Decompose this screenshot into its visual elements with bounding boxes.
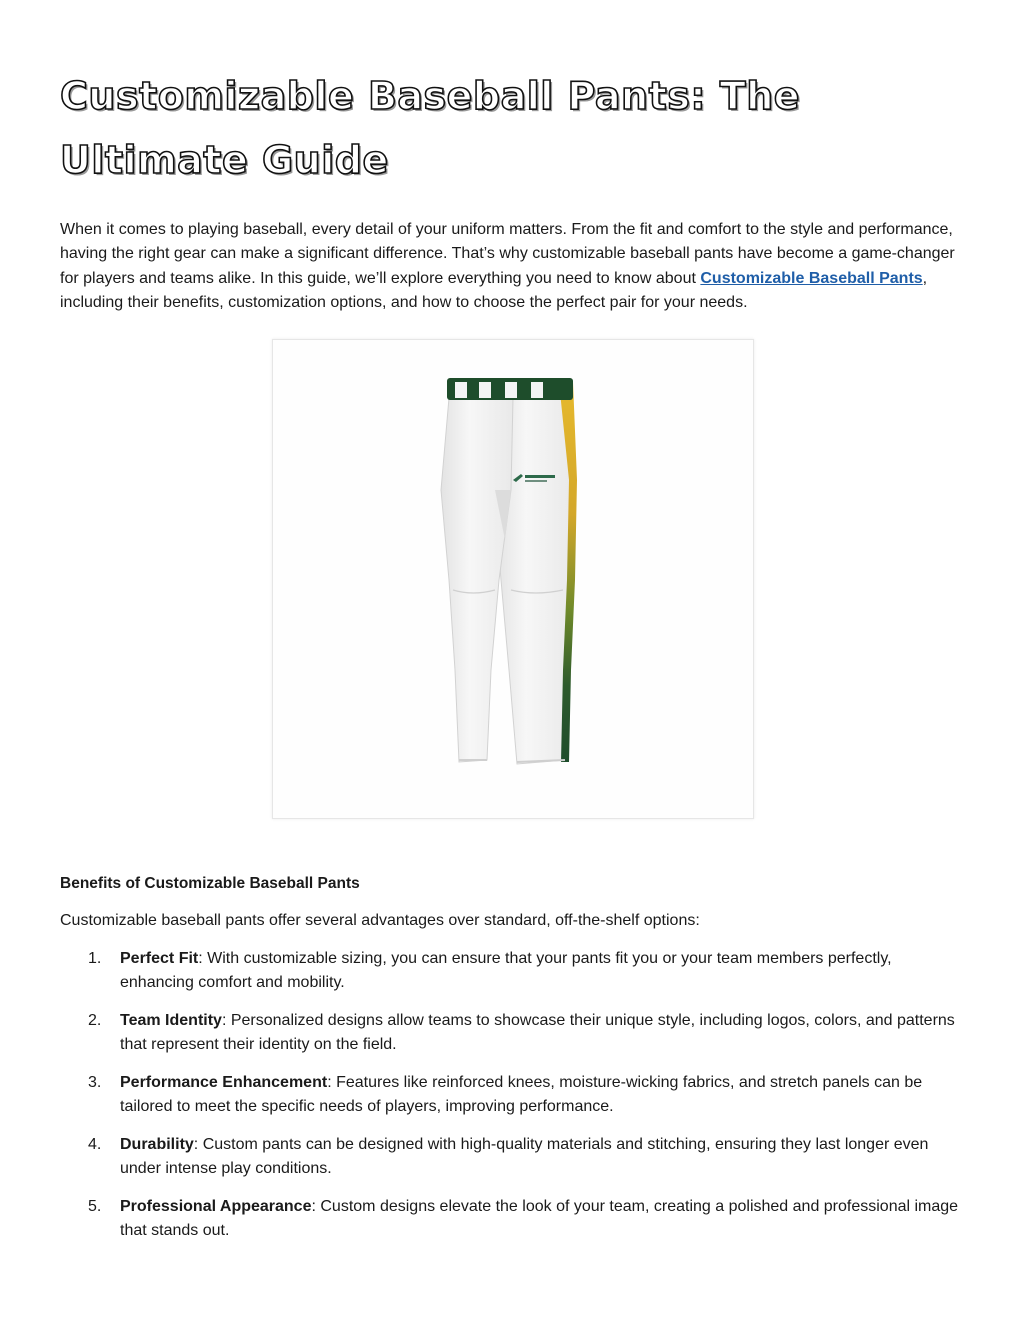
benefit-term: Team Identity bbox=[120, 1011, 222, 1029]
section-heading: Benefits of Customizable Baseball Pants bbox=[60, 875, 360, 892]
benefit-text: : Custom designs elevate the look of your team, creating a polished and professional image that stands out. bbox=[120, 1197, 959, 1240]
benefit-term: Professional Appearance bbox=[120, 1197, 312, 1215]
benefit-text: : With customizable sizing, you can ensure that your pants fit you or your team members perfectly, enhancing comfort and mobility. bbox=[120, 950, 892, 992]
benefit-term: Durability bbox=[120, 1135, 194, 1153]
benefit-text: : Custom pants can be designed with high-quality materials and stitching, ensuring they last longer even under intense play conditions. bbox=[120, 1135, 929, 1178]
list-item bbox=[60, 1071, 960, 1120]
list-item bbox=[60, 1009, 960, 1058]
list-number: 5. bbox=[88, 1197, 102, 1215]
list-number: 3. bbox=[88, 1073, 102, 1091]
page-title: Customizable Baseball Pants: The Ultimate Guide bbox=[60, 74, 801, 182]
benefit-term: Perfect Fit bbox=[120, 950, 199, 967]
list-number: 1. bbox=[88, 950, 102, 967]
benefit-text: : Features like reinforced knees, moisture-wicking fabrics, and stretch panels can be tailored to meet the specific needs of players, improving performance. bbox=[120, 1073, 923, 1116]
intro-text-before: When it comes to playing baseball, every detail of your uniform matters. From the fit and comfort to the style and performance, having the right gear can make a significant difference. That’s why customizable baseball pants have become a game-changer for players and teams alike. In this guide, we’ll explore everything you need to know about bbox=[60, 221, 955, 287]
list-number: 2. bbox=[88, 1011, 102, 1029]
customizable-baseball-pants-link[interactable]: Customizable Baseball Pants bbox=[700, 269, 923, 287]
list-item bbox=[60, 1195, 960, 1244]
baseball-pants-illustration bbox=[273, 340, 753, 818]
benefit-text: : Personalized designs allow teams to showcase their unique style, including logos, colors, and patterns that represent their identity on the field. bbox=[120, 1011, 955, 1054]
list-item bbox=[60, 1133, 960, 1182]
list-number: 4. bbox=[88, 1135, 102, 1153]
baseball-pants-image bbox=[272, 339, 754, 819]
intro-paragraph bbox=[60, 218, 964, 315]
benefit-term: Performance Enhancement bbox=[120, 1073, 328, 1091]
intro-text-after: , including their benefits, customization options, and how to choose the perfect pair for your needs. bbox=[60, 269, 928, 311]
benefits-lead: Customizable baseball pants offer several advantages over standard, off-the-shelf options: bbox=[60, 912, 700, 929]
list-item bbox=[60, 947, 960, 996]
benefits-list bbox=[60, 947, 960, 1257]
